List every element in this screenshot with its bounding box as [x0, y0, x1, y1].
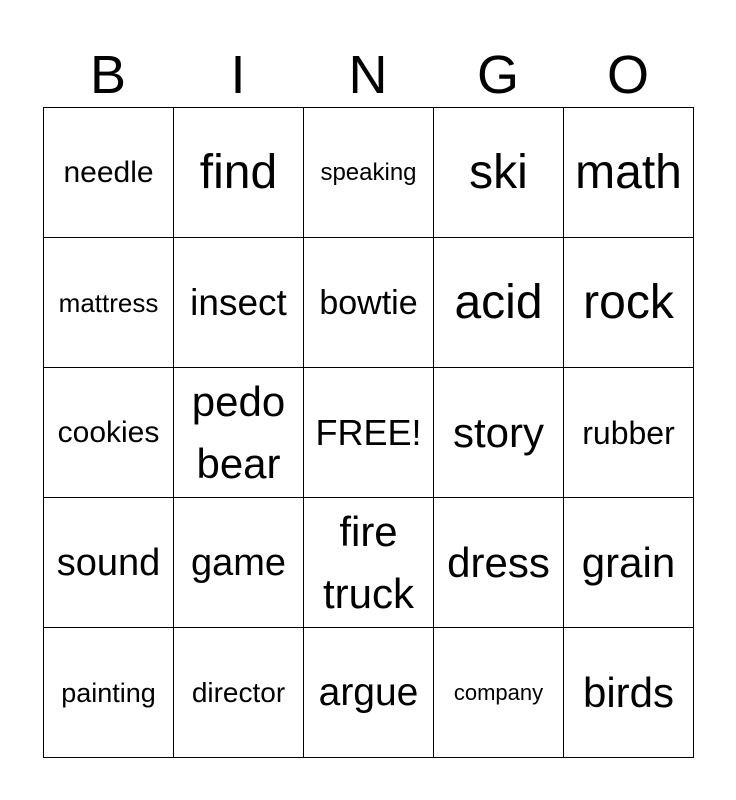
cell-label: find — [199, 145, 278, 199]
header-letter-n: N — [348, 45, 388, 105]
cell-label: rock — [583, 275, 674, 329]
bingo-cell[interactable] — [174, 498, 304, 628]
bingo-cell[interactable] — [564, 238, 694, 368]
bingo-cell[interactable] — [434, 498, 564, 628]
bingo-cell[interactable] — [434, 238, 564, 368]
bingo-cell[interactable] — [174, 368, 304, 498]
bingo-board — [43, 107, 694, 758]
bingo-cell[interactable] — [44, 368, 174, 498]
bingo-cell[interactable] — [44, 498, 174, 628]
cell-label: painting — [61, 677, 156, 708]
bingo-cell[interactable] — [434, 108, 564, 238]
cell-label: needle — [63, 155, 154, 189]
cell-label: dress — [447, 538, 550, 586]
cell-label: argue — [318, 670, 419, 714]
bingo-cell[interactable] — [44, 628, 174, 758]
bingo-cell[interactable] — [304, 108, 434, 238]
cell-label: director — [191, 676, 286, 708]
cell-label: company — [453, 679, 544, 705]
bingo-cell[interactable] — [564, 108, 694, 238]
bingo-cell[interactable] — [174, 108, 304, 238]
cell-label: story — [452, 408, 544, 456]
bingo-cell[interactable] — [304, 628, 434, 758]
header-letter-g: G — [476, 45, 519, 105]
cell-label: grain — [581, 538, 676, 586]
bingo-cell[interactable] — [564, 628, 694, 758]
bingo-cell[interactable] — [304, 498, 434, 628]
cell-label: game — [190, 541, 287, 584]
cell-label: math — [575, 145, 682, 199]
bingo-cell[interactable] — [564, 368, 694, 498]
bingo-cell[interactable] — [174, 628, 304, 758]
cell-label: birds — [582, 668, 675, 716]
cell-label: insect — [190, 281, 287, 323]
cell-label: bowtie — [319, 283, 418, 322]
cell-label: rubber — [582, 414, 675, 451]
bingo-cell[interactable] — [434, 368, 564, 498]
cell-label: speaking — [320, 158, 417, 186]
cell-label: mattress — [58, 287, 159, 318]
cell-label: cookies — [57, 415, 160, 449]
bingo-cell[interactable] — [44, 238, 174, 368]
bingo-cell[interactable] — [564, 498, 694, 628]
cell-label: fire truck — [322, 507, 414, 617]
cell-label: pedo bear — [191, 377, 286, 487]
cell-label: ski — [469, 145, 528, 199]
bingo-cell-free[interactable] — [304, 368, 434, 498]
bingo-header — [43, 44, 693, 106]
header-letter-o: O — [606, 45, 649, 105]
header-letter-b: B — [89, 45, 127, 105]
bingo-cell[interactable] — [304, 238, 434, 368]
cell-label: sound — [56, 541, 161, 584]
header-letter-i: I — [230, 45, 246, 105]
cell-label: FREE! — [315, 411, 422, 453]
bingo-cell[interactable] — [44, 108, 174, 238]
cell-label: acid — [454, 275, 543, 329]
bingo-cell[interactable] — [174, 238, 304, 368]
bingo-cell[interactable] — [434, 628, 564, 758]
